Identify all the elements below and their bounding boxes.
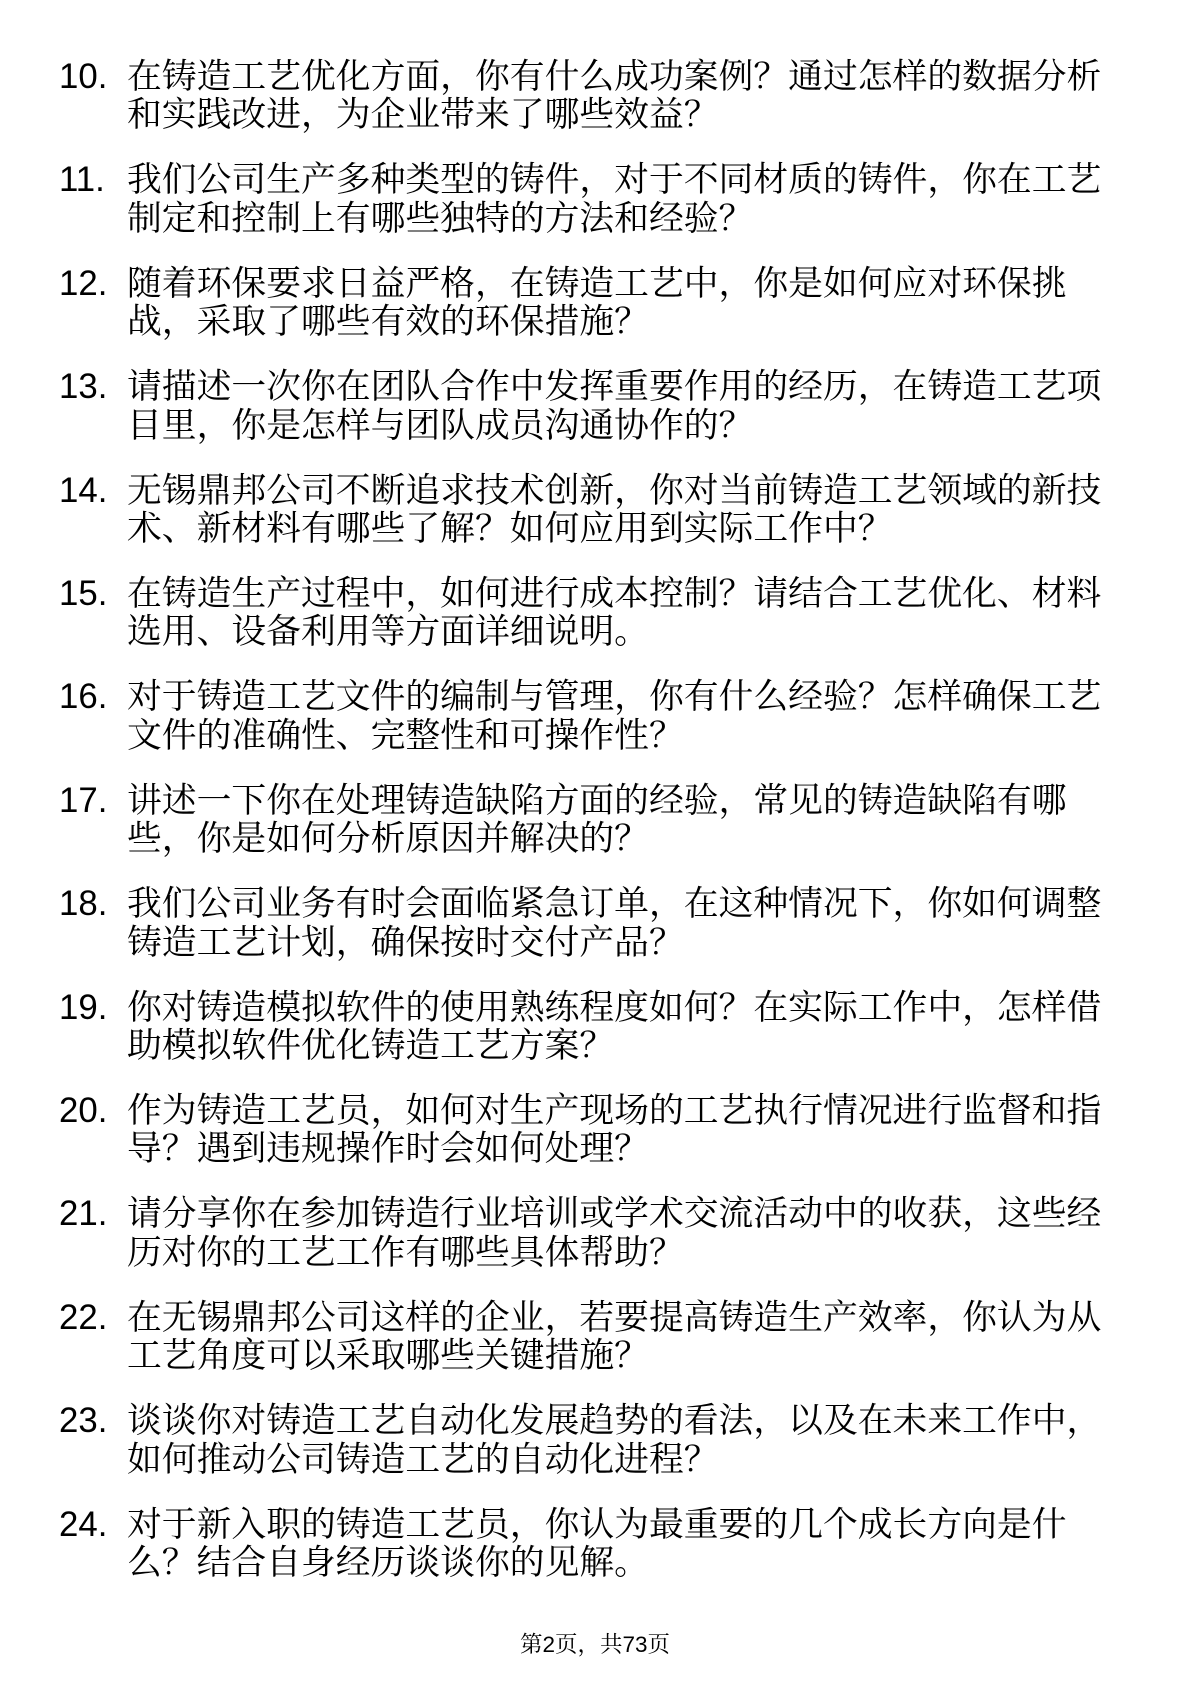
question-number: 24. xyxy=(59,1504,108,1544)
question-text: 你对铸造模拟软件的使用熟练程度如何？在实际工作中，怎样借助模拟软件优化铸造工艺方案？ xyxy=(127,987,1102,1066)
question-item xyxy=(0,1092,1190,1169)
question-number: 14. xyxy=(59,470,108,510)
question-text: 我们公司生产多种类型的铸件，对于不同材质的铸件，你在工艺制定和控制上有哪些独特的方法和经验？ xyxy=(127,160,1102,238)
question-text: 谈谈你对铸造工艺自动化发展趋势的看法，以及在未来工作中，如何推动公司铸造工艺的自动化进程？ xyxy=(127,1401,1102,1479)
question-text: 随着环保要求日益严格，在铸造工艺中，你是如何应对环保挑战，采取了哪些有效的环保措施？ xyxy=(127,263,1067,342)
question-number: 13. xyxy=(59,367,108,407)
question-item xyxy=(0,1506,1190,1583)
question-text: 请分享你在参加铸造行业培训或学术交流活动中的收获，这些经历对你的工艺工作有哪些具体帮助？ xyxy=(127,1194,1102,1272)
question-number: 22. xyxy=(59,1297,108,1337)
question-item xyxy=(0,472,1190,549)
question-item xyxy=(0,1195,1190,1272)
question-item xyxy=(0,989,1190,1066)
question-text: 在无锡鼎邦公司这样的企业，若要提高铸造生产效率，你认为从工艺角度可以采取哪些关键措施？ xyxy=(127,1297,1102,1376)
question-number: 20. xyxy=(59,1091,108,1131)
question-item xyxy=(0,368,1190,445)
question-item xyxy=(0,161,1190,238)
question-text: 对于铸造工艺文件的编制与管理，你有什么经验？怎样确保工艺文件的准确性、完整性和可操作性？ xyxy=(127,677,1102,755)
question-text: 无锡鼎邦公司不断追求技术创新，你对当前铸造工艺领域的新技术、新材料有哪些了解？如何应用到实际工作中？ xyxy=(127,470,1102,549)
question-text: 在铸造工艺优化方面，你有什么成功案例？通过怎样的数据分析和实践改进，为企业带来了哪些效益？ xyxy=(127,57,1102,135)
question-item xyxy=(0,265,1190,342)
question-text: 讲述一下你在处理铸造缺陷方面的经验，常见的铸造缺陷有哪些，你是如何分析原因并解决的？ xyxy=(127,780,1067,859)
question-text: 请描述一次你在团队合作中发挥重要作用的经历，在铸造工艺项目里，你是怎样与团队成员沟通协作的？ xyxy=(127,367,1102,445)
page-number-label: 第2页，共73页 xyxy=(519,1632,671,1657)
question-text: 作为铸造工艺员，如何对生产现场的工艺执行情况进行监督和指导？遇到违规操作时会如何处理？ xyxy=(127,1091,1102,1169)
page-footer xyxy=(0,1630,1190,1660)
question-list xyxy=(0,58,1190,1609)
question-number: 18. xyxy=(59,884,108,924)
question-number: 23. xyxy=(59,1401,108,1441)
question-text: 我们公司业务有时会面临紧急订单，在这种情况下，你如何调整铸造工艺计划，确保按时交付产品？ xyxy=(127,884,1102,962)
question-number: 11. xyxy=(59,160,105,200)
question-number: 17. xyxy=(59,780,108,820)
question-item xyxy=(0,678,1190,755)
question-number: 15. xyxy=(59,574,108,614)
question-item xyxy=(0,885,1190,962)
question-item xyxy=(0,58,1190,135)
question-item xyxy=(0,1402,1190,1479)
question-text: 在铸造生产过程中，如何进行成本控制？请结合工艺优化、材料选用、设备利用等方面详细说明。 xyxy=(127,574,1102,652)
question-text: 对于新入职的铸造工艺员，你认为最重要的几个成长方向是什么？结合自身经历谈谈你的见解。 xyxy=(127,1504,1067,1583)
question-item xyxy=(0,1299,1190,1376)
question-number: 21. xyxy=(59,1194,108,1234)
question-number: 12. xyxy=(59,263,108,303)
question-number: 19. xyxy=(59,987,108,1027)
question-number: 16. xyxy=(59,677,108,717)
question-item xyxy=(0,575,1190,652)
question-number: 10. xyxy=(59,57,108,96)
question-item xyxy=(0,782,1190,859)
